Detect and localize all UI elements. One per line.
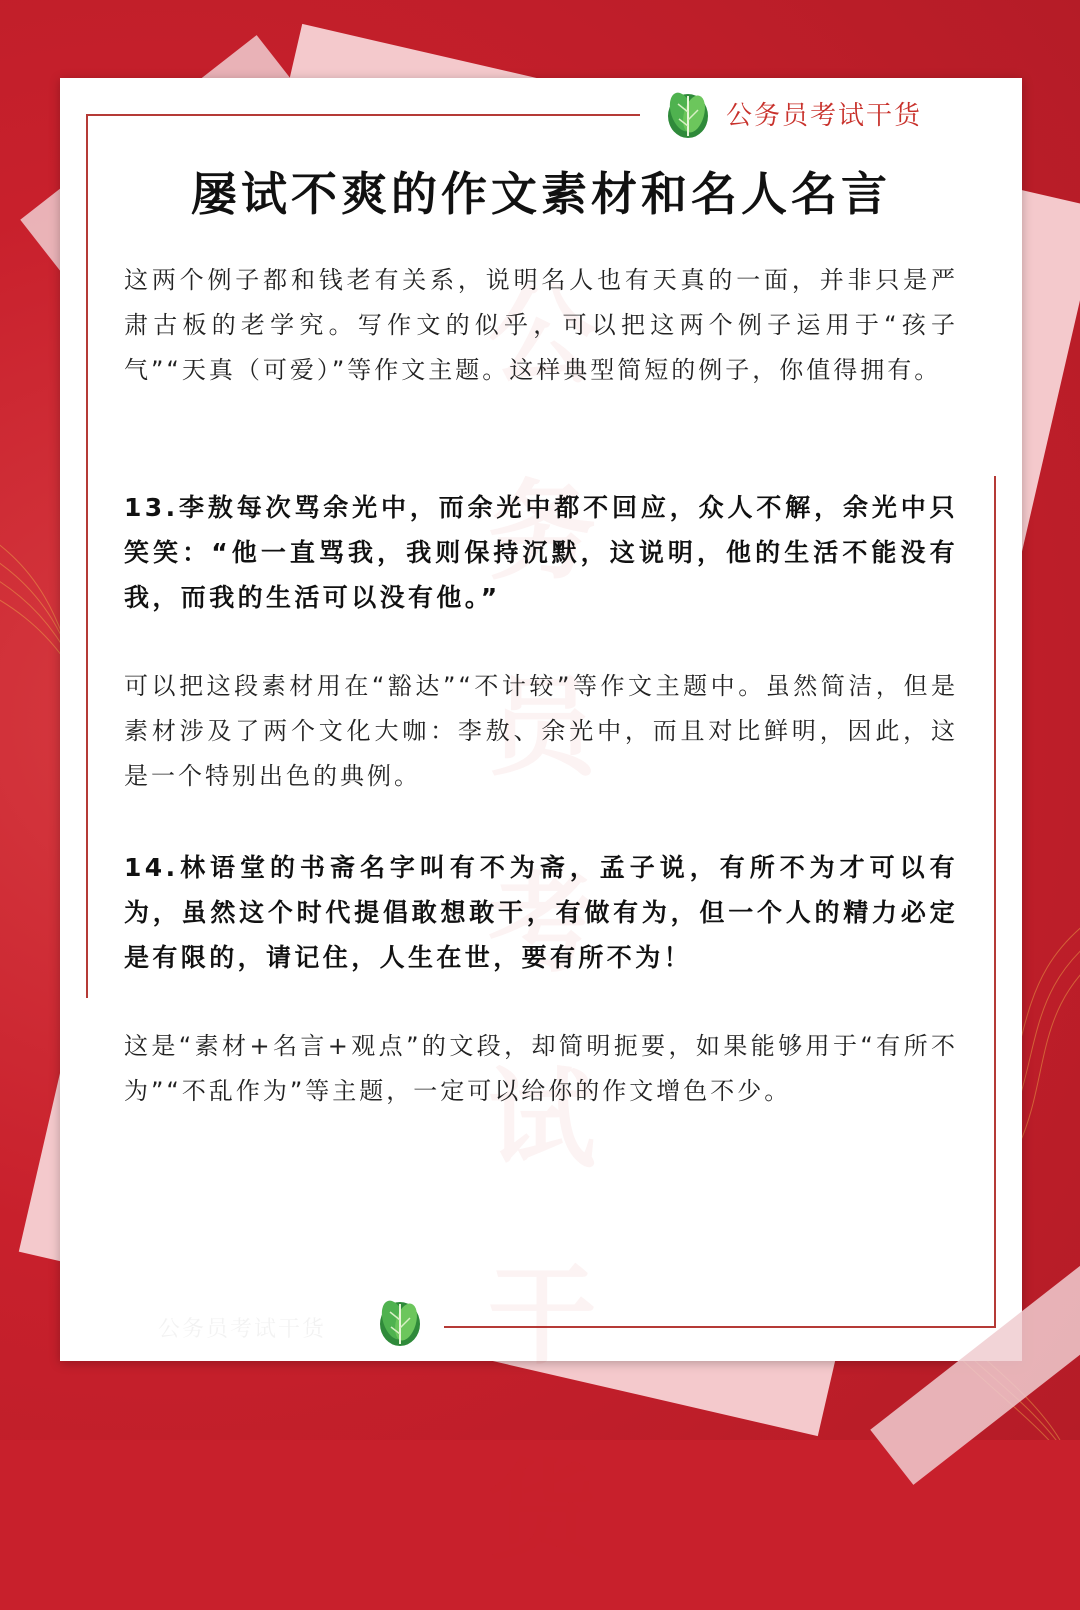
paragraph-comment-14: 这是“素材+名言+观点”的文段，却简明扼要，如果能够用于“有所不为”“不乱作为”等主题，一定可以给你的作文增色不少。 [124, 1032, 958, 1105]
vertical-watermark: 公务员考试干货 [487, 273, 596, 1575]
paragraph-item-13: 13.李敖每次骂余光中，而余光中都不回应，众人不解，余光中只笑笑：“他一直骂我，我则保持沉默，这说明，他的生活不能没有我，而我的生活可以没有他。” [124, 493, 958, 612]
paragraph-item-14: 14.林语堂的书斋名字叫有不为斋，孟子说，有所不为才可以有为，虽然这个时代提倡敢想敢干，有做有为，但一个人的精力必定是有限的，请记住，人生在世，要有所不为！ [124, 853, 958, 972]
brand-header [664, 86, 922, 140]
footer-ghost-text: 公务员考试干货 [158, 1317, 327, 1342]
frame-line-right [994, 476, 996, 1328]
frame-line-left [86, 114, 88, 998]
cabbage-icon [664, 86, 712, 140]
paragraph-intro: 这两个例子都和钱老有关系，说明名人也有天真的一面，并非只是严肃古板的老学究。写作文的似乎，可以把这两个例子运用于“孩子气”“天真（可爱）”等作文主题。这样典型简短的例子，你值得拥有。 [124, 266, 958, 384]
paragraph-comment-13: 可以把这段素材用在“豁达”“不计较”等作文主题中。虽然简洁，但是素材涉及了两个文化大咖：李敖、余光中，而且对比鲜明，因此，这是一个特别出色的典例。 [124, 672, 958, 790]
page-title: 屡试不爽的作文素材和名人名言 [191, 167, 891, 221]
frame-line-top [86, 114, 640, 116]
cabbage-icon [376, 1294, 424, 1348]
footer-logo [376, 1294, 424, 1348]
brand-name: 公务员考试干货 [726, 100, 923, 131]
